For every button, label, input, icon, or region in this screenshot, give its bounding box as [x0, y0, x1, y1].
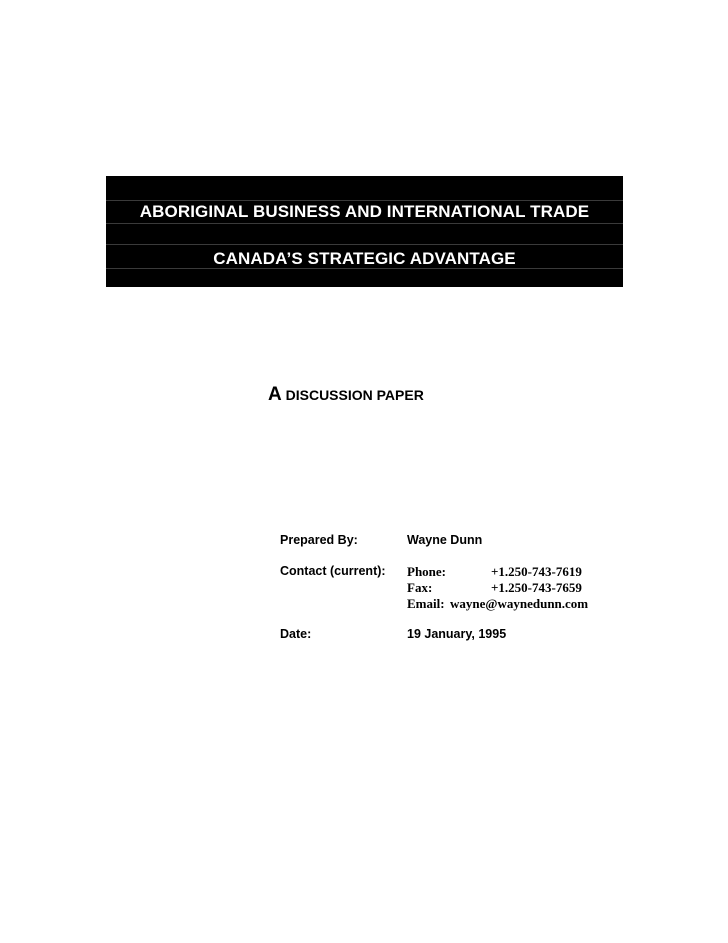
divider	[106, 244, 623, 245]
divider	[106, 223, 623, 224]
contact-label: Contact (current):	[280, 564, 386, 578]
fax-value: +1.250-743-7659	[491, 580, 582, 595]
divider	[106, 200, 623, 201]
prepared-by-label: Prepared By:	[280, 533, 358, 547]
document-type-text: DISCUSSION PAPER	[281, 387, 424, 403]
phone-label: Phone:	[407, 564, 446, 579]
date-value: 19 January, 1995	[407, 627, 507, 641]
fax-label: Fax:	[407, 580, 433, 595]
phone-value: +1.250-743-7619	[491, 564, 582, 579]
document-subtitle: CANADA’S STRATEGIC ADVANTAGE	[213, 249, 516, 268]
date-label: Date:	[280, 627, 312, 641]
title-block	[106, 176, 623, 287]
email-value: wayne@waynedunn.com	[450, 596, 589, 611]
document-type-initial: A	[268, 384, 282, 405]
document-title: ABORIGINAL BUSINESS AND INTERNATIONAL TRADE	[139, 202, 590, 221]
email-label: Email:	[407, 596, 445, 611]
prepared-by-value: Wayne Dunn	[407, 533, 483, 547]
document-type	[268, 384, 424, 406]
